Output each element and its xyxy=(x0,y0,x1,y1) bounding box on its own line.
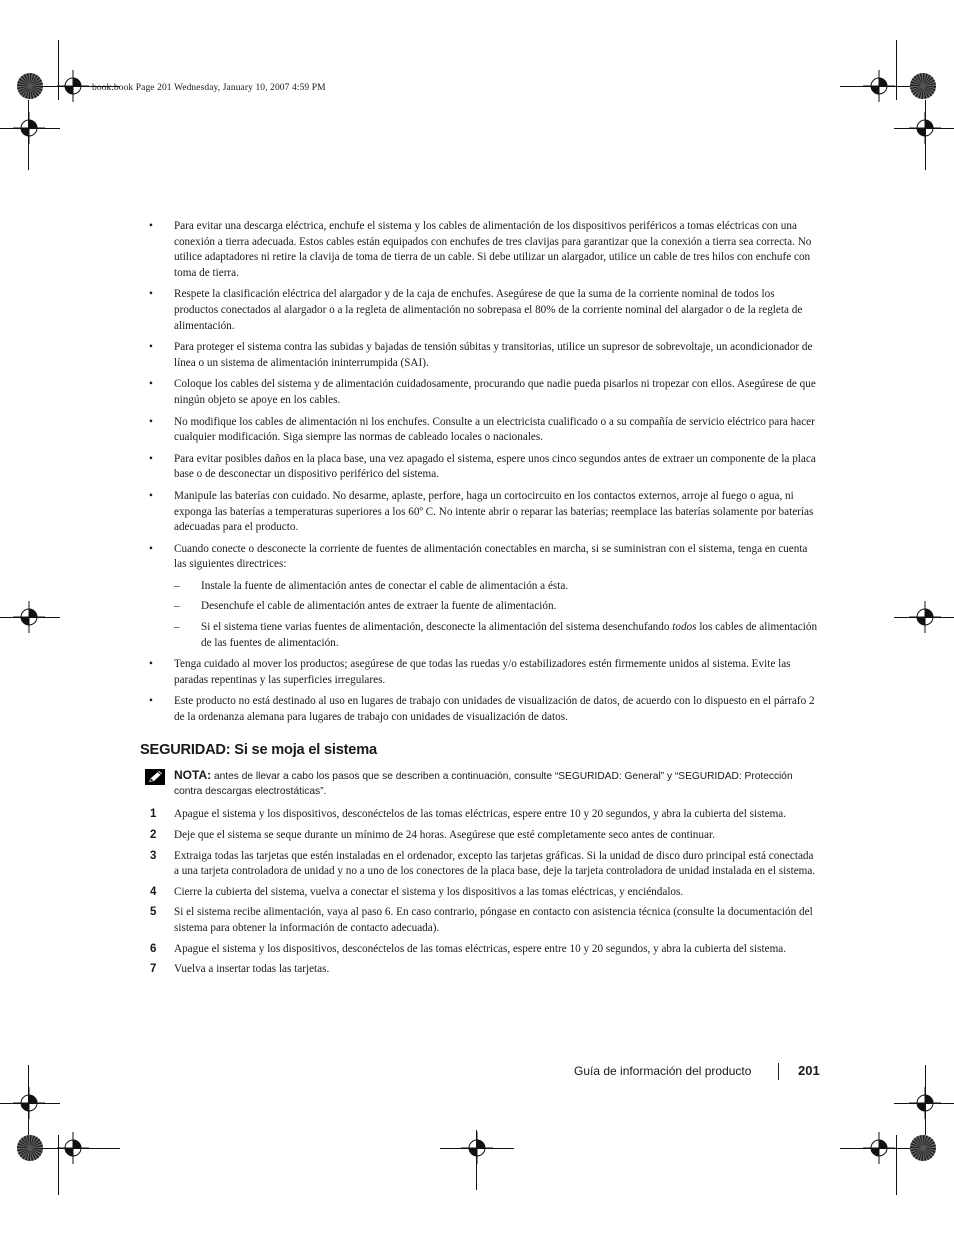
safety-bullet-list xyxy=(140,219,820,726)
step-item: 5 Si el sistema recibe alimentación, vaya al paso 6. En caso contrario, póngase en contacto con asistencia técnica (consulte la documentación del sistema para obtener la información de contacto adecuada). xyxy=(150,906,813,934)
registration-target-icon xyxy=(57,70,89,102)
step-item: 1 Apague el sistema y los dispositivos, desconéctelos de las tomas eléctricas, espere entre 10 y 20 segundos, y abra la cubierta del sistema. xyxy=(140,807,820,823)
color-wheel-icon xyxy=(16,1134,44,1162)
registration-target-icon xyxy=(13,112,45,144)
bullet-icon: • xyxy=(149,288,153,301)
registration-target-icon xyxy=(909,1087,941,1119)
note-box xyxy=(140,768,820,799)
note-label: NOTA: xyxy=(174,768,212,783)
registration-target-icon xyxy=(461,1132,493,1164)
list-item: • No modifique los cables de alimentación ni los enchufes. Consulte a un electricista cualificado o a su compañía de servicio eléctrico para hacer cualquier modificación. Siga siempre las normas de cableado locales o nacionales. xyxy=(149,415,815,444)
step-number: 7 xyxy=(150,963,157,976)
sub-list xyxy=(174,579,820,651)
registration-target-icon xyxy=(57,1132,89,1164)
registration-target-icon xyxy=(863,1132,895,1164)
color-wheel-icon xyxy=(909,1134,937,1162)
step-item: 4 Cierre la cubierta del sistema, vuelva a conectar el sistema y los dispositivos a las tomas eléctricas, y enciéndalos. xyxy=(140,885,820,901)
color-wheel-icon xyxy=(16,72,44,100)
crop-mark-icon xyxy=(896,1135,897,1195)
sub-list-item: – Instale la fuente de alimentación antes de conectar el cable de alimentación a ésta. xyxy=(174,579,820,595)
registration-target-icon xyxy=(863,70,895,102)
list-item: • Este producto no está destinado al uso en lugares de trabajo con unidades de visualización de datos, de acuerdo con lo dispuesto en el párrafo 2 de la ordenanza alemana para lugares de trabajo con unidades de visualización de datos. xyxy=(149,695,815,724)
list-item: • Cuando conecte o desconecte la corriente de fuentes de alimentación conectables en marcha, si se suministran con el sistema, tenga en cuenta las siguientes directrices: – Instale la fuente de alimentación antes de conectar el cable de alimentación a ésta. – Desenchufe el cable de alimentación antes de extraer la fuente de alimentación. – Si el sistema tiene varias fuentes de alimentación, desconecte la alimentación del sistema desenchufando todos los cables de alimentación de las fuentes de alimentación. xyxy=(140,542,820,652)
section-title: SEGURIDAD: Si se moja el sistema xyxy=(140,741,377,758)
steps-list xyxy=(140,807,820,977)
registration-target-icon xyxy=(909,112,941,144)
list-item: • Para evitar una descarga eléctrica, enchufe el sistema y los cables de alimentación de los dispositivos periféricos a tomas eléctricas con una conexión a tierra adecuada. Estos cables están equipados con enchufes de tres clavijas para garantizar que la conexión a tierra sea correcta. No utilice adaptadores ni retire la clavija de toma de tierra de un cable. Si debe utilizar un alargador, utilice un cable de tres hilos con enchufe con toma de tierra. xyxy=(149,220,812,279)
footer-title: Guía de información del producto xyxy=(574,1064,752,1078)
bullet-icon: • xyxy=(149,695,153,708)
dash-icon: – xyxy=(174,579,180,592)
list-item: • Para proteger el sistema contra las subidas y bajadas de tensión súbitas y transitorias, utilice un supresor de sobrevoltaje, un acondicionador de línea o un sistema de alimentación ininterrumpida (SAI). xyxy=(149,341,813,369)
registration-target-icon xyxy=(909,601,941,633)
emphasis-text: todos xyxy=(672,621,697,634)
page-footer xyxy=(560,1063,820,1081)
bullet-icon: • xyxy=(149,415,153,428)
dash-icon: – xyxy=(174,621,180,634)
sub-list-item: – Desenchufe el cable de alimentación antes de extraer la fuente de alimentación. xyxy=(174,599,820,615)
bullet-icon: • xyxy=(149,542,153,555)
footer-divider xyxy=(778,1063,779,1080)
bullet-icon: • xyxy=(149,658,153,671)
dash-icon: – xyxy=(174,600,180,613)
list-item: • Tenga cuidado al mover los productos; asegúrese de que todas las ruedas y/o estabilizadores estén firmemente unidos al sistema. Evite las paradas repentinas y las superficies irregulares. xyxy=(149,658,791,686)
step-number: 5 xyxy=(150,906,157,919)
step-number: 1 xyxy=(150,808,157,821)
registration-target-icon xyxy=(13,1087,45,1119)
step-item: 7 Vuelva a insertar todas las tarjetas. xyxy=(140,962,820,978)
bullet-icon: • xyxy=(149,489,153,502)
step-number: 3 xyxy=(150,849,157,862)
list-item: • Manipule las baterías con cuidado. No desarme, aplaste, perfore, haga un cortocircuito en los contactos externos, arroje al fuego o agua, ni exponga las baterías a temperaturas superiores a los 60º C. No intente abrir o reparar las baterías; reemplace las baterías solamente por baterías adecuadas para el producto. xyxy=(149,489,814,534)
page-number: 201 xyxy=(798,1063,820,1078)
step-item: 2 Deje que el sistema se seque durante un mínimo de 24 horas. Asegúrese que esté completamente seco antes de continuar. xyxy=(140,828,820,844)
crop-mark-icon xyxy=(896,40,897,100)
list-item: • Coloque los cables del sistema y de alimentación cuidadosamente, procurando que nadie pueda pisarlos ni tropezar con ellos. Asegúrese de que ningún objeto se apoye en los cables. xyxy=(149,378,816,406)
sub-list-item: – Si el sistema tiene varias fuentes de alimentación, desconecte la alimentación del sistema desenchufando todos los cables de alimentación de las fuentes de alimentación. xyxy=(174,621,818,649)
step-item: 3 Extraiga todas las tarjetas que estén instaladas en el ordenador, excepto las tarjetas gráficas. Si la unidad de disco duro principal está conectada a una tarjeta controladora de unidad y no a uno de los conectores de la placa base, deje la tarjeta controladora de unidad instalada en el sistema. xyxy=(150,849,816,878)
step-number: 2 xyxy=(150,829,157,841)
color-wheel-icon xyxy=(909,72,937,100)
pencil-note-icon xyxy=(145,769,165,785)
step-number: 6 xyxy=(150,942,157,955)
bullet-icon: • xyxy=(149,341,153,354)
step-item: 6 Apague el sistema y los dispositivos, desconéctelos de las tomas eléctricas, espere entre 10 y 20 segundos, y abra la cubierta del sistema. xyxy=(140,942,820,958)
page-content xyxy=(140,219,820,983)
step-number: 4 xyxy=(150,885,157,898)
bullet-icon: • xyxy=(149,378,153,391)
registration-target-icon xyxy=(13,601,45,633)
bullet-icon: • xyxy=(149,452,153,465)
list-item: • Respete la clasificación eléctrica del alargador y de la caja de enchufes. Asegúrese de que la suma de la corriente nominal de todos los productos conectados al alargador o a la regleta de alimentación no sobrepasa el 80% de la corriente nominal del alargador o de la regleta de alimentación. xyxy=(149,288,803,332)
bullet-icon: • xyxy=(149,220,153,232)
list-item: • Para evitar posibles daños en la placa base, una vez apagado el sistema, espere unos cinco segundos antes de extraer un componente de la placa base o de desconectar un dispositivo periférico del sistema. xyxy=(149,452,816,481)
note-text: antes de llevar a cabo los pasos que se describen a continuación, consulte “SEGURIDAD: General” y “SEGURIDAD: Protección contra descargas electrostáticas”. xyxy=(174,771,793,797)
header-stamp: book.book Page 201 Wednesday, January 10, 2007 4:59 PM xyxy=(92,83,326,93)
